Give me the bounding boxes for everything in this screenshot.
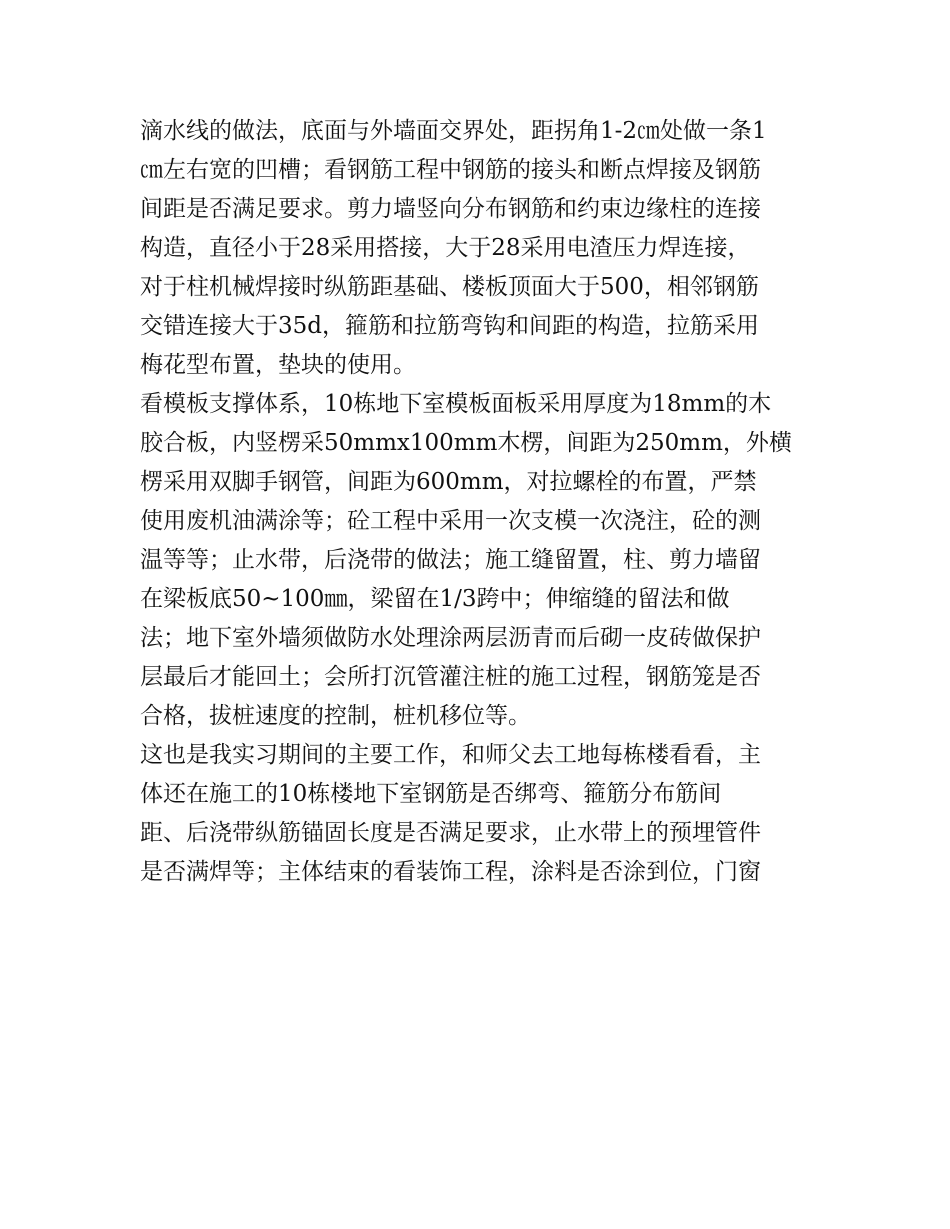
body-text: [140, 112, 812, 892]
text-line: 温等等；止水带，后浇带的做法；施工缝留置，柱、剪力墙留: [140, 547, 761, 573]
text-line: 看模板支撑体系，10栋地下室模板面板采用厚度为18mm的木: [140, 391, 772, 417]
text-line: 距、后浇带纵筋锚固长度是否满足要求，止水带上的预埋管件: [140, 820, 761, 846]
text-line: 是否满焊等；主体结束的看装饰工程，涂料是否涂到位，门窗: [140, 859, 761, 885]
text-line: 层最后才能回土；会所打沉管灌注桩的施工过程，钢筋笼是否: [140, 664, 761, 690]
text-line: 构造，直径小于28采用搭接，大于28采用电渣压力焊连接，: [140, 235, 751, 261]
text-line: 胶合板，内竖楞采50mmx100mm木楞，间距为250mm，外横: [140, 430, 792, 456]
text-line: 交错连接大于35d，箍筋和拉筋弯钩和间距的构造，拉筋采用: [140, 313, 759, 339]
text-line: 使用废机油满涂等；砼工程中采用一次支模一次浇注，砼的测: [140, 508, 761, 534]
text-line: 滴水线的做法，底面与外墙面交界处，距拐角1-2㎝处做一条1: [140, 118, 767, 144]
text-line: 间距是否满足要求。剪力墙竖向分布钢筋和约束边缘柱的连接: [140, 196, 761, 222]
text-line: 体还在施工的10栋楼地下室钢筋是否绑弯、箍筋分布筋间: [140, 781, 722, 807]
text-line: 这也是我实习期间的主要工作，和师父去工地每栋楼看看，主: [140, 742, 761, 768]
text-line: 梅花型布置，垫块的使用。: [140, 352, 416, 378]
text-line: ㎝左右宽的凹槽；看钢筋工程中钢筋的接头和断点焊接及钢筋: [140, 157, 761, 183]
text-line: 楞采用双脚手钢管，间距为600mm，对拉螺栓的布置，严禁: [140, 469, 757, 495]
text-line: 对于柱机械焊接时纵筋距基础、楼板顶面大于500，相邻钢筋: [140, 274, 759, 300]
text-line: 在梁板底50~100㎜，梁留在1/3跨中；伸缩缝的留法和做: [140, 586, 730, 612]
text-line: 法；地下室外墙须做防水处理涂两层沥青而后砌一皮砖做保护: [140, 625, 761, 651]
text-line: 合格，拔桩速度的控制，桩机移位等。: [140, 703, 531, 729]
